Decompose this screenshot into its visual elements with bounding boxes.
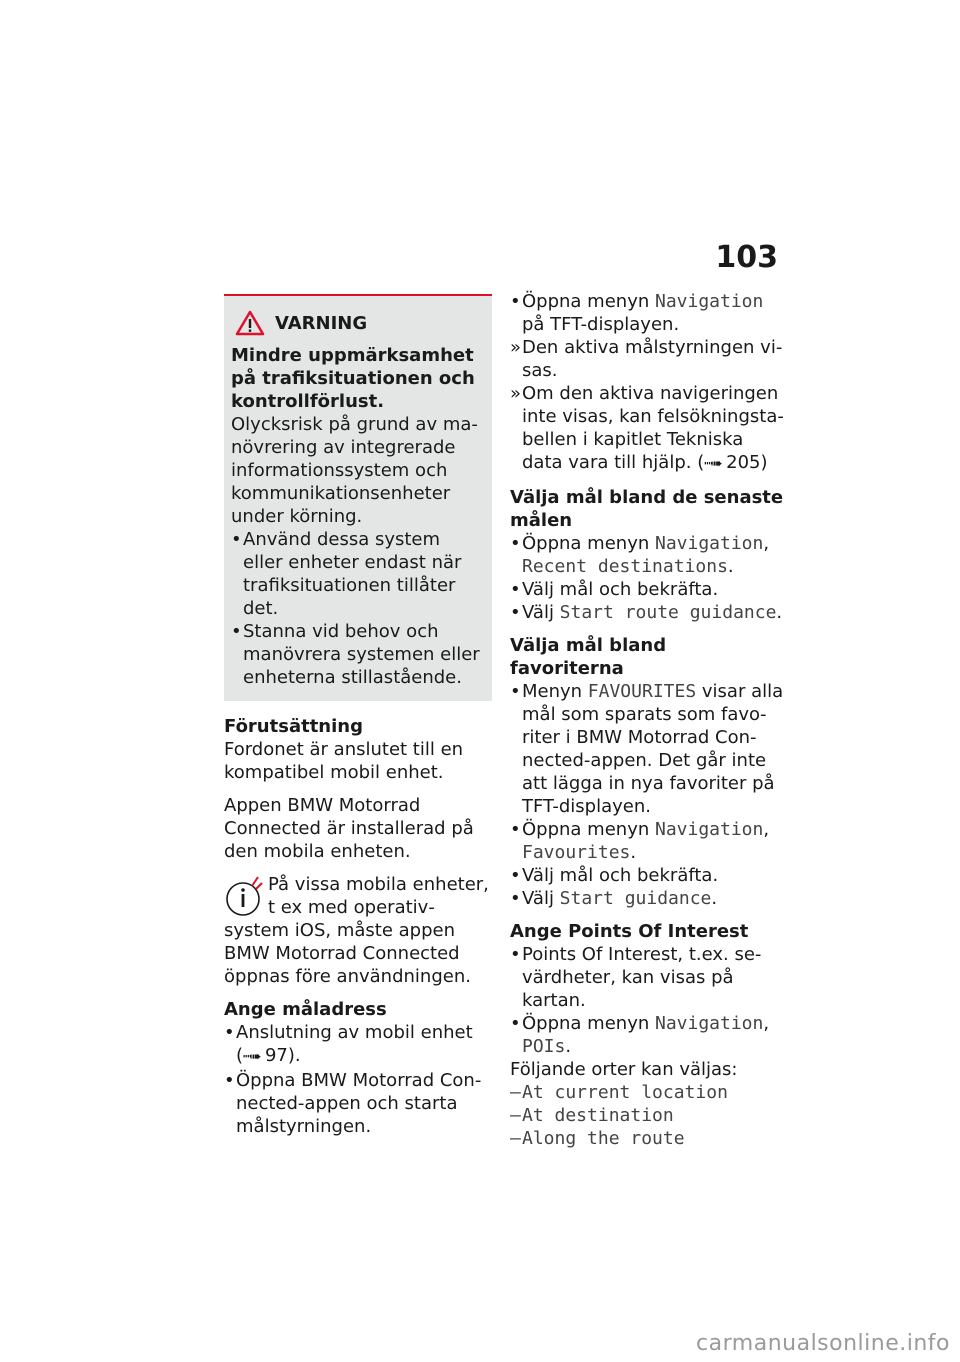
prereq-heading: Förutsättning	[224, 716, 363, 737]
page-ref[interactable]: 205	[726, 452, 761, 473]
destination-list	[224, 1021, 492, 1138]
warning-bullet: • Stanna vid behov och manövrera systemen eller enheterna stillastående.	[231, 620, 484, 689]
warning-title: VARNING	[275, 312, 368, 334]
result-item: » Om den aktiva navigeringen inte visas, kan felsökningstabellen i kapitlet Tekniska data vara till hjälp. (┉➠ 205)	[510, 382, 785, 476]
list-item: • Välj mål och bekräfta.	[510, 864, 785, 887]
warning-bullets	[231, 528, 484, 689]
menu-code: Navigation	[654, 291, 764, 312]
info-text: På vissa mobila enheter, t ex med operativsystem iOS, måste appen BMW Motorrad Connected öppnas före användningen.	[224, 874, 489, 987]
list-item: • Öppna menyn Navigation på TFT-displayen.	[510, 290, 785, 336]
result-item: » Den aktiva målstyrningen visas.	[510, 336, 785, 382]
page-number: 103	[715, 240, 778, 275]
list-item: • Välj mål och bekräfta.	[510, 578, 785, 601]
page-ref-arrow-icon: ┉➠	[704, 456, 721, 472]
footer-url[interactable]: carmanualsonline.info	[696, 1331, 950, 1356]
list-item: • Välj Start guidance.	[510, 887, 785, 910]
info-icon	[224, 873, 264, 919]
warning-bullet: • Använd dessa system eller enheter endast när trafiksituationen tillåter det.	[231, 528, 484, 620]
favourites-list	[510, 680, 785, 910]
poi-options-intro: Följande orter kan väljas:	[510, 1059, 738, 1080]
list-item: • Points Of Interest, t.ex. sevärdheter, kan visas på kartan.	[510, 943, 785, 1012]
poi-options	[510, 1081, 785, 1150]
warning-body: Olycksrisk på grund av manövrering av integrerade informationssystem och kommunikationsenheter under körning.	[231, 414, 478, 527]
destination-heading: Ange måladress	[224, 999, 387, 1020]
option-item: – At destination	[510, 1104, 785, 1127]
poi-list	[510, 943, 785, 1058]
list-item: • Välj Start route guidance.	[510, 601, 785, 624]
right-column	[510, 290, 785, 1150]
prereq-text-2: Appen BMW Motorrad Connected är installerad på den mobila enheten.	[224, 795, 474, 862]
warning-box	[224, 294, 492, 701]
poi-heading: Ange Points Of Interest	[510, 921, 749, 942]
option-item: – At current location	[510, 1081, 785, 1104]
list-item: • Öppna menyn Navigation, Recent destinations.	[510, 532, 785, 578]
warning-heading: Mindre uppmärksamhet på trafiksituationen och kontrollförlust.	[231, 345, 475, 412]
recent-heading: Välja mål bland de senaste målen	[510, 487, 784, 531]
page-ref[interactable]: 97	[264, 1045, 288, 1066]
prereq-text: Fordonet är anslutet till en kompatibel mobil enhet.	[224, 739, 464, 783]
destination-list-cont	[510, 290, 785, 476]
list-item: • Öppna BMW Motorrad Connected-appen och starta målstyrningen.	[224, 1069, 492, 1138]
list-item: • Öppna menyn Navigation, Favourites.	[510, 818, 785, 864]
recent-list	[510, 532, 785, 624]
option-item: – Along the route	[510, 1127, 785, 1150]
info-note	[224, 873, 492, 988]
list-item: • Menyn FAVOURITES visar alla mål som sparats som favoriter i BMW Motorrad Connected-appen. Det går inte att lägga in nya favoriter på TFT-displayen.	[510, 680, 785, 818]
warning-triangle-icon	[235, 310, 265, 336]
favourites-heading: Välja mål bland favoriterna	[510, 635, 667, 679]
list-item: • Öppna menyn Navigation, POIs.	[510, 1012, 785, 1058]
list-item: • Anslutning av mobil enhet (┉➠ 97).	[224, 1021, 492, 1069]
left-column	[224, 294, 492, 1138]
page-ref-arrow-icon: ┉➠	[243, 1049, 260, 1065]
warning-header	[235, 310, 484, 336]
